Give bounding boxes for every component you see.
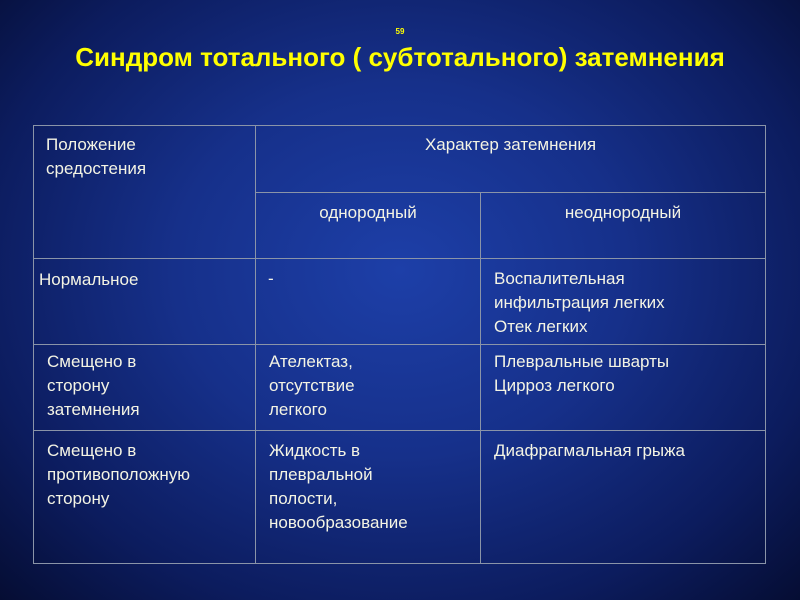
table-header-row bbox=[34, 126, 766, 193]
header-character: Характер затемнения bbox=[256, 126, 766, 193]
row-opposite-homogeneous: Жидкость в плевральной полости, новообразование bbox=[256, 431, 481, 564]
header-heterogeneous: неоднородный bbox=[481, 193, 766, 259]
row-toward-heterogeneous: Плевральные шварты Цирроз легкого bbox=[481, 345, 766, 431]
table-row bbox=[34, 259, 766, 345]
row-toward-position: Смещено в сторону затемнения bbox=[34, 345, 256, 431]
slide-number: 59 bbox=[395, 27, 405, 36]
table-row bbox=[34, 345, 766, 431]
row-normal-homogeneous: - bbox=[256, 259, 481, 345]
table-row bbox=[34, 431, 766, 564]
row-normal-heterogeneous: Воспалительная инфильтрация легких Отек легких bbox=[481, 259, 766, 345]
opacity-syndrome-table bbox=[33, 125, 766, 564]
row-normal-position: Нормальное bbox=[34, 259, 256, 345]
header-homogeneous: однородный bbox=[256, 193, 481, 259]
header-position: Положение средостения bbox=[34, 126, 256, 259]
slide-title: Синдром тотального ( субтотального) затемнения bbox=[75, 42, 725, 72]
row-toward-homogeneous: Ателектаз, отсутствие легкого bbox=[256, 345, 481, 431]
row-opposite-heterogeneous: Диафрагмальная грыжа bbox=[481, 431, 766, 564]
row-opposite-position: Смещено в противоположную сторону bbox=[34, 431, 256, 564]
